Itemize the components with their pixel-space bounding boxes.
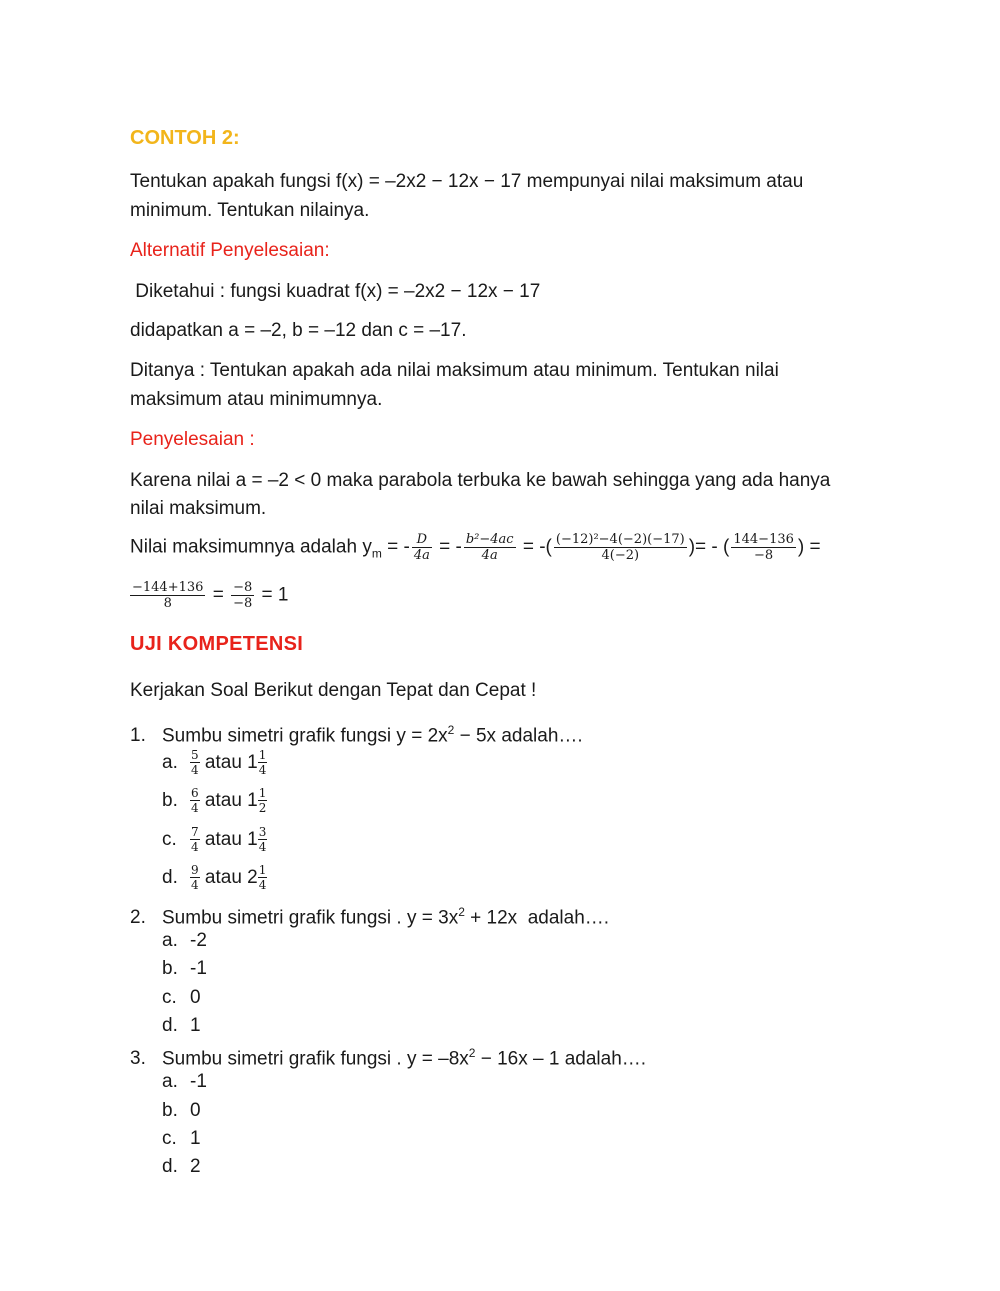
fraction-denominator: 4(−2) bbox=[601, 548, 640, 563]
fraction-numerator: −144+136 bbox=[132, 580, 204, 595]
option-atau: atau 1 bbox=[199, 752, 258, 773]
fraction-denominator: 4 bbox=[191, 878, 199, 893]
option-label: b. bbox=[162, 790, 178, 811]
ditanya-line-2: maksimum atau minimumnya. bbox=[130, 389, 383, 410]
option-value: 0 bbox=[190, 987, 201, 1008]
question-text: Sumbu simetri grafik fungsi y = 2x bbox=[162, 725, 448, 747]
q3-option-a[interactable] bbox=[162, 1067, 207, 1096]
fraction-denominator: 4a bbox=[413, 548, 430, 563]
question-number: 2. bbox=[130, 907, 146, 929]
eq-prefix: Nilai maksimumnya adalah y bbox=[130, 536, 372, 558]
question-number: 1. bbox=[130, 725, 146, 747]
option-fraction bbox=[190, 863, 200, 892]
option-fraction bbox=[190, 748, 200, 777]
option-mixed-fraction bbox=[258, 748, 268, 777]
q1-option-a[interactable] bbox=[162, 748, 267, 777]
option-mixed-fraction bbox=[258, 863, 268, 892]
option-label: d. bbox=[162, 1156, 178, 1177]
fraction-numerator: D bbox=[412, 532, 432, 548]
fraction-substituted bbox=[554, 532, 687, 563]
option-label: b. bbox=[162, 1100, 178, 1121]
fraction-d-over-4a bbox=[412, 532, 432, 563]
fraction-denominator: 4 bbox=[191, 763, 199, 778]
q2-option-c[interactable] bbox=[162, 983, 201, 1012]
fraction-numerator: 9 bbox=[191, 863, 199, 878]
option-label: c. bbox=[162, 1128, 177, 1149]
option-label: a. bbox=[162, 752, 178, 773]
option-value: 1 bbox=[190, 1128, 201, 1149]
fraction-numerator: −8 bbox=[233, 580, 253, 595]
option-value: -2 bbox=[190, 930, 207, 951]
q3-option-c[interactable] bbox=[162, 1124, 201, 1153]
option-atau: atau 1 bbox=[199, 829, 258, 850]
uji-kompetensi-heading: UJI KOMPETENSI bbox=[130, 633, 304, 655]
option-label: c. bbox=[162, 829, 177, 850]
fraction-numerator: 1 bbox=[258, 786, 267, 801]
question-text-end: + 12x adalah…. bbox=[464, 907, 610, 929]
fraction-numerator: 3 bbox=[258, 825, 267, 840]
fraction-numerator: 6 bbox=[191, 786, 199, 801]
eq-sign-4: )= - ( bbox=[688, 536, 730, 558]
question-text-end: − 5x adalah…. bbox=[454, 725, 583, 747]
karena-line-1: Karena nilai a = –2 < 0 maka parabola terbuka ke bawah sehingga yang ada hanya bbox=[130, 470, 831, 491]
fraction-denominator: 4 bbox=[258, 840, 267, 855]
q3-option-d[interactable] bbox=[162, 1152, 201, 1181]
eq-sign-6: = bbox=[207, 584, 230, 606]
option-label: c. bbox=[162, 987, 177, 1008]
fraction-denominator: 4 bbox=[191, 840, 199, 855]
exponent: 2 bbox=[468, 1046, 476, 1060]
eq-result: = 1 bbox=[256, 584, 289, 606]
q2-option-a[interactable] bbox=[162, 926, 207, 955]
fraction-denominator: 2 bbox=[258, 801, 267, 816]
contoh-heading: CONTOH 2: bbox=[130, 127, 240, 149]
fraction-numerator: 7 bbox=[191, 825, 199, 840]
eq-subscript: m bbox=[371, 546, 382, 561]
eq-sign-1: = - bbox=[381, 536, 410, 558]
option-label: d. bbox=[162, 1015, 178, 1036]
option-atau: atau 2 bbox=[199, 867, 258, 888]
q1-option-c[interactable] bbox=[162, 825, 267, 854]
exponent: 2 bbox=[447, 723, 455, 737]
question-line-2: minimum. Tentukan nilainya. bbox=[130, 200, 370, 221]
q3-option-b[interactable] bbox=[162, 1096, 201, 1125]
fraction-simplified bbox=[731, 532, 796, 563]
instruction-text: Kerjakan Soal Berikut dengan Tepat dan Cepat ! bbox=[130, 680, 537, 701]
option-fraction bbox=[190, 786, 200, 815]
exponent: 2 bbox=[458, 905, 465, 919]
fraction-ratio bbox=[231, 580, 254, 611]
fraction-sum bbox=[130, 580, 205, 611]
didapatkan-text: didapatkan a = –2, b = –12 dan c = –17. bbox=[130, 320, 467, 341]
fraction-numerator: 5 bbox=[191, 748, 199, 763]
option-mixed-fraction bbox=[258, 786, 268, 815]
fraction-numerator: (−12)²−4(−2)(−17) bbox=[555, 532, 685, 547]
fraction-denominator: 4 bbox=[258, 763, 267, 778]
option-value: -1 bbox=[190, 1071, 207, 1092]
question-line-1: Tentukan apakah fungsi f(x) = –2x2 − 12x − 17 mempunyai nilai maksimum atau bbox=[130, 171, 804, 192]
alternative-solution-label: Alternatif Penyelesaian: bbox=[130, 240, 330, 261]
option-label: b. bbox=[162, 958, 178, 979]
diketahui-text: Diketahui : fungsi kuadrat f(x) = –2x2 − 12x − 17 bbox=[130, 281, 541, 302]
ditanya-line-1: Ditanya : Tentukan apakah ada nilai maksimum atau minimum. Tentukan nilai bbox=[130, 360, 779, 381]
option-fraction bbox=[190, 825, 200, 854]
question-text: Sumbu simetri grafik fungsi . y = –8x bbox=[162, 1048, 469, 1070]
karena-line-2: nilai maksimum. bbox=[130, 498, 267, 519]
option-value: -1 bbox=[190, 958, 207, 979]
fraction-denominator: 4a bbox=[481, 548, 498, 563]
option-label: a. bbox=[162, 1071, 178, 1092]
fraction-numerator: 144−136 bbox=[733, 532, 794, 547]
fraction-denominator: 4 bbox=[258, 878, 267, 893]
fraction-denominator: 4 bbox=[191, 801, 199, 816]
question-number: 3. bbox=[130, 1048, 146, 1070]
option-mixed-fraction bbox=[258, 825, 268, 854]
q2-option-d[interactable] bbox=[162, 1011, 201, 1040]
q2-option-b[interactable] bbox=[162, 954, 207, 983]
question-3 bbox=[130, 1039, 646, 1073]
fraction-discriminant bbox=[464, 532, 516, 563]
max-value-equation-cont bbox=[130, 580, 288, 611]
fraction-numerator: 1 bbox=[258, 748, 267, 763]
question-text: Sumbu simetri grafik fungsi . y = 3x bbox=[162, 907, 459, 929]
question-text-end: − 16x – 1 adalah…. bbox=[475, 1048, 647, 1070]
eq-sign-2: = - bbox=[433, 536, 462, 558]
fraction-numerator: 1 bbox=[258, 863, 267, 878]
fraction-denominator: −8 bbox=[233, 596, 253, 611]
eq-sign-3: = -( bbox=[517, 536, 552, 558]
fraction-numerator: b²−4ac bbox=[465, 532, 514, 547]
penyelesaian-label: Penyelesaian : bbox=[130, 429, 255, 450]
max-value-equation bbox=[130, 532, 821, 568]
option-label: a. bbox=[162, 930, 178, 951]
q1-option-d[interactable] bbox=[162, 863, 267, 892]
eq-sign-5: ) = bbox=[797, 536, 821, 558]
fraction-denominator: −8 bbox=[754, 548, 774, 563]
option-value: 1 bbox=[190, 1015, 201, 1036]
q1-option-b[interactable] bbox=[162, 786, 267, 815]
option-atau: atau 1 bbox=[199, 790, 258, 811]
option-label: d. bbox=[162, 867, 178, 888]
option-value: 2 bbox=[190, 1156, 201, 1177]
fraction-denominator: 8 bbox=[163, 596, 172, 611]
question-1 bbox=[130, 716, 583, 750]
option-value: 0 bbox=[190, 1100, 201, 1121]
